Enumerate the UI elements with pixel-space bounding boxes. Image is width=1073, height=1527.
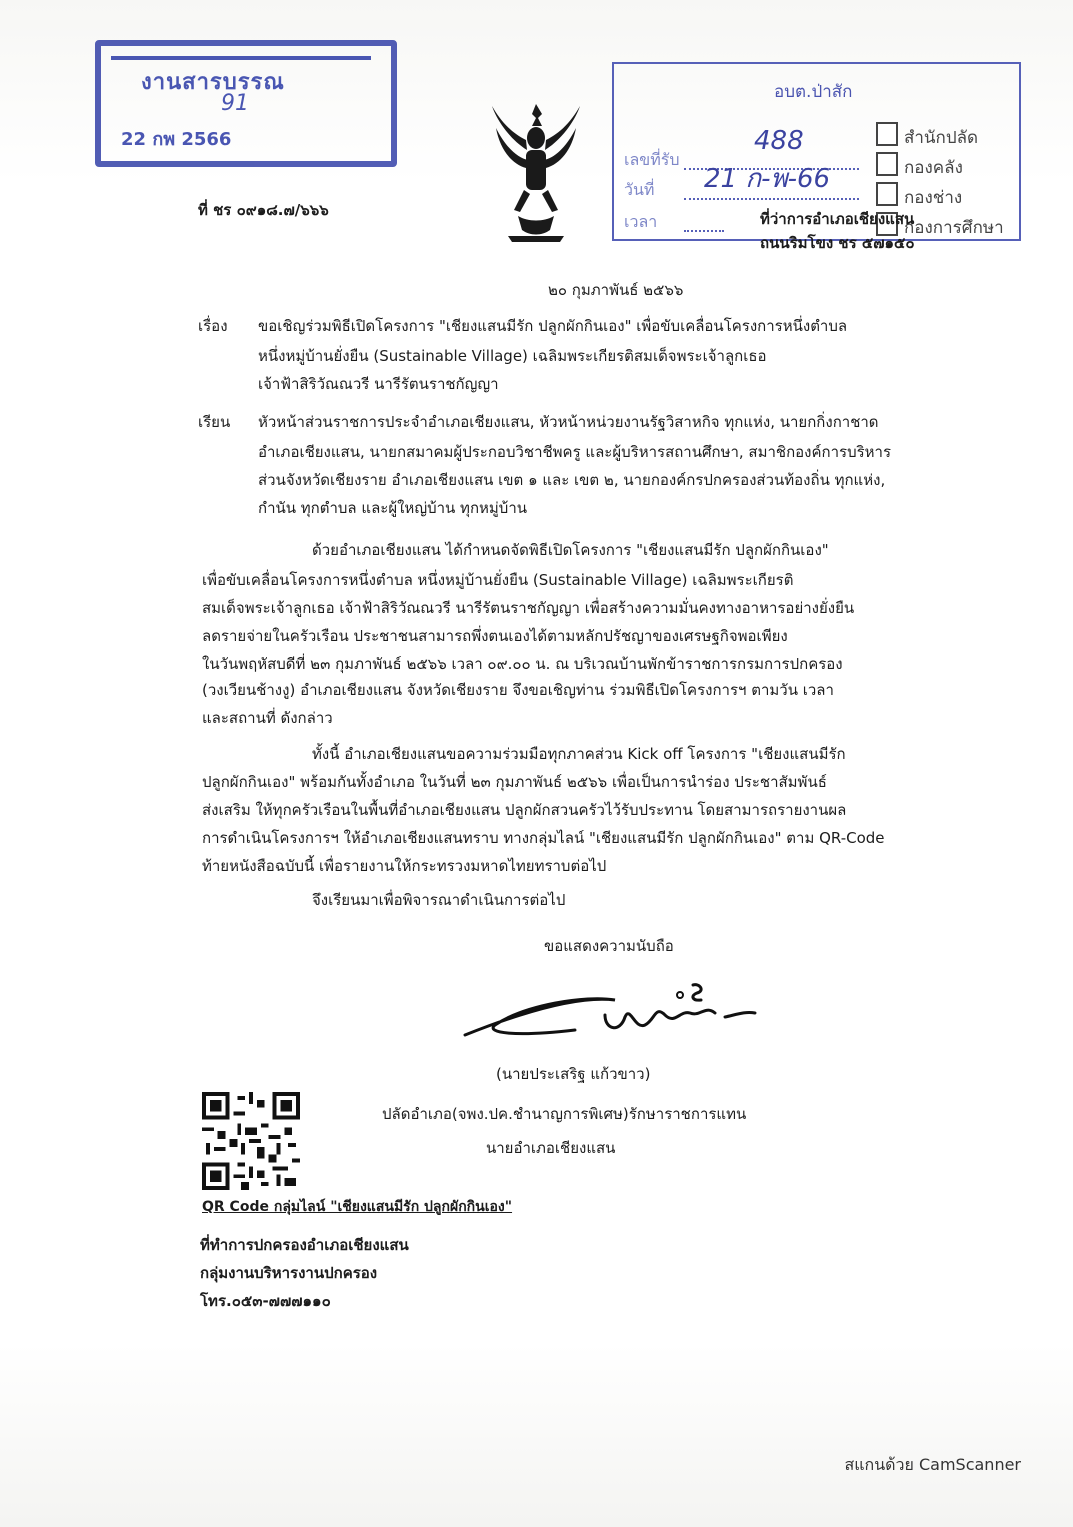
paragraph2-line: ปลูกผักกินเอง" พร้อมกันทั้งอำเภอ ในวันที่ ๒๓ กุมภาพันธ์ ๒๕๖๖ เพื่อเป็นการนำร่อง ประชาสัมพันธ์ xyxy=(202,773,827,791)
footer-office: ที่ทำการปกครองอำเภอเชียงแสน xyxy=(200,1236,409,1254)
paragraph2-line: ทั้งนี้ อำเภอเชียงแสนขอความร่วมมือทุกภาคส่วน Kick off โครงการ "เชียงแสนมีรัก xyxy=(312,745,846,763)
paragraph1-line: สมเด็จพระเจ้าลูกเธอ เจ้าฟ้าสิริวัณณวรี นารีรัตนราชกัญญา เพื่อสร้างความมั่นคงทางอาหารอย่างยั่งยืน xyxy=(202,599,855,617)
paragraph1-line: และสถานที่ ดังกล่าว xyxy=(202,709,333,727)
office-name: ที่ว่าการอำเภอเชียงแสน xyxy=(760,210,915,228)
recipient-line: กำนัน ทุกตำบล และผู้ใหญ่บ้าน ทุกหมู่บ้าน xyxy=(258,499,528,517)
recipients-label: เรียน xyxy=(198,413,231,431)
signer-position: ปลัดอำเภอ(จพง.ปค.ชำนาญการพิเศษ)รักษาราชการแทน xyxy=(382,1105,747,1123)
date-label: วันที่ xyxy=(624,180,655,199)
checkbox-label-engineering: กองช่าง xyxy=(904,188,963,208)
closing-greeting: ขอแสดงความนับถือ xyxy=(544,937,674,955)
checkbox-label-office: สำนักปลัด xyxy=(904,128,979,148)
paragraph1-line: ในวันพฤหัสบดีที่ ๒๓ กุมภาพันธ์ ๒๕๖๖ เวลา ๐๙.๐๐ น. ณ บริเวณบ้านพักข้าราชการกรมการปกครอง xyxy=(202,655,843,673)
stamp-date: 22 กพ 2566 xyxy=(121,129,232,150)
footer-phone: โทร.๐๕๓-๗๗๗๑๑๐ xyxy=(200,1292,331,1310)
checkbox-engineering[interactable] xyxy=(876,182,898,206)
closing-request: จึงเรียนมาเพื่อพิจารณาดำเนินการต่อไป xyxy=(312,891,566,909)
stamp-org: อบต.ป่าสัก xyxy=(774,82,853,102)
received-stamp-left xyxy=(95,40,397,167)
paragraph2-line: ท้ายหนังสือฉบับนี้ เพื่อรายงานให้กระทรวงมหาดไทยทราบต่อไป xyxy=(202,857,607,875)
receive-label: เลขที่รับ xyxy=(624,150,680,169)
paragraph2-line: ส่งเสริม ให้ทุกครัวเรือนในพื้นที่อำเภอเชียงแสน ปลูกผักสวนครัวไว้รับประทาน โดยสามารถรายงานผล xyxy=(202,801,847,819)
time-dotline xyxy=(684,212,724,232)
recipient-line: อำเภอเชียงแสน, นายกสมาคมผู้ประกอบวิชาชีพครู และผู้บริหารสถานศึกษา, สมาชิกองค์การบริหาร xyxy=(258,443,892,461)
stamp-number: 91 xyxy=(221,91,249,116)
signature xyxy=(455,975,765,1055)
garuda-emblem-icon xyxy=(488,98,584,243)
receive-date: 21 ก-พ-66 xyxy=(704,164,831,194)
checkbox-label-finance: กองคลัง xyxy=(904,158,963,178)
signer-position-2: นายอำเภอเชียงแสน xyxy=(486,1139,616,1157)
subject-line: ขอเชิญร่วมพิธีเปิดโครงการ "เชียงแสนมีรัก ปลูกผักกินเอง" เพื่อขับเคลื่อนโครงการหนึ่งตำบล xyxy=(258,317,848,335)
paragraph1-line: (วงเวียนช้างงู) อำเภอเชียงแสน จังหวัดเชียงราย จึงขอเชิญท่าน ร่วมพิธีเปิดโครงการฯ ตามวัน เวลา xyxy=(202,681,834,699)
recipient-line: หัวหน้าส่วนราชการประจำอำเภอเชียงแสน, หัวหน้าหน่วยงานรัฐวิสาหกิจ ทุกแห่ง, นายกกิ่งกาชาด xyxy=(258,413,879,431)
subject-line: หนึ่งหมู่บ้านยั่งยืน (Sustainable Village) เฉลิมพระเกียรติสมเด็จพระเจ้าลูกเธอ xyxy=(258,347,767,365)
letter-date: ๒๐ กุมภาพันธ์ ๒๕๖๖ xyxy=(548,281,684,299)
paragraph1-line: เพื่อขับเคลื่อนโครงการหนึ่งตำบล หนึ่งหมู่บ้านยั่งยืน (Sustainable Village) เฉลิมพระเกียรติ xyxy=(202,571,794,589)
checkbox-label-education: กองการศึกษา xyxy=(904,218,1004,238)
paragraph2-line: การดำเนินโครงการฯ ให้อำเภอเชียงแสนทราบ ทางกลุ่มไลน์ "เชียงแสนมีรัก ปลูกผักกินเอง" ตาม QR-Code xyxy=(202,829,885,847)
subject-line: เจ้าฟ้าสิริวัณณวรี นารีรัตนราชกัญญา xyxy=(258,375,499,393)
subject-label: เรื่อง xyxy=(198,317,228,335)
camscanner-watermark: สแกนด้วย CamScanner xyxy=(844,1455,1021,1474)
paragraph1-line: ลดรายจ่ายในครัวเรือน ประชาชนสามารถพึ่งตนเองได้ตามหลักปรัชญาของเศรษฐกิจพอเพียง xyxy=(202,627,788,645)
receive-number: 488 xyxy=(754,126,804,156)
time-label: เวลา xyxy=(624,212,658,231)
qr-code-icon[interactable] xyxy=(202,1092,300,1190)
qr-caption: QR Code กลุ่มไลน์ "เชียงแสนมีรัก ปลูกผักกินเอง" xyxy=(202,1199,513,1215)
signer-name: (นายประเสริฐ แก้วขาว) xyxy=(496,1065,651,1083)
office-road: ถนนริมโขง ชร ๕๗๑๕๐ xyxy=(760,234,915,252)
checkbox-office[interactable] xyxy=(876,122,898,146)
stamp-title: งานสารบรรณ xyxy=(141,70,285,95)
paragraph1-line: ด้วยอำเภอเชียงแสน ได้กำหนดจัดพิธีเปิดโครงการ "เชียงแสนมีรัก ปลูกผักกินเอง" xyxy=(312,541,829,559)
footer-group: กลุ่มงานบริหารงานปกครอง xyxy=(200,1264,378,1282)
recipient-line: ส่วนจังหวัดเชียงราย อำเภอเชียงแสน เขต ๑ และ เขต ๒, นายกองค์กรปกครองส่วนท้องถิ่น ทุกแห่ง, xyxy=(258,471,886,489)
stamp-bar xyxy=(111,56,371,60)
checkbox-finance[interactable] xyxy=(876,152,898,176)
doc-number: ที่ ชร ๐๙๑๘.๗/๖๖๖ xyxy=(198,201,329,219)
